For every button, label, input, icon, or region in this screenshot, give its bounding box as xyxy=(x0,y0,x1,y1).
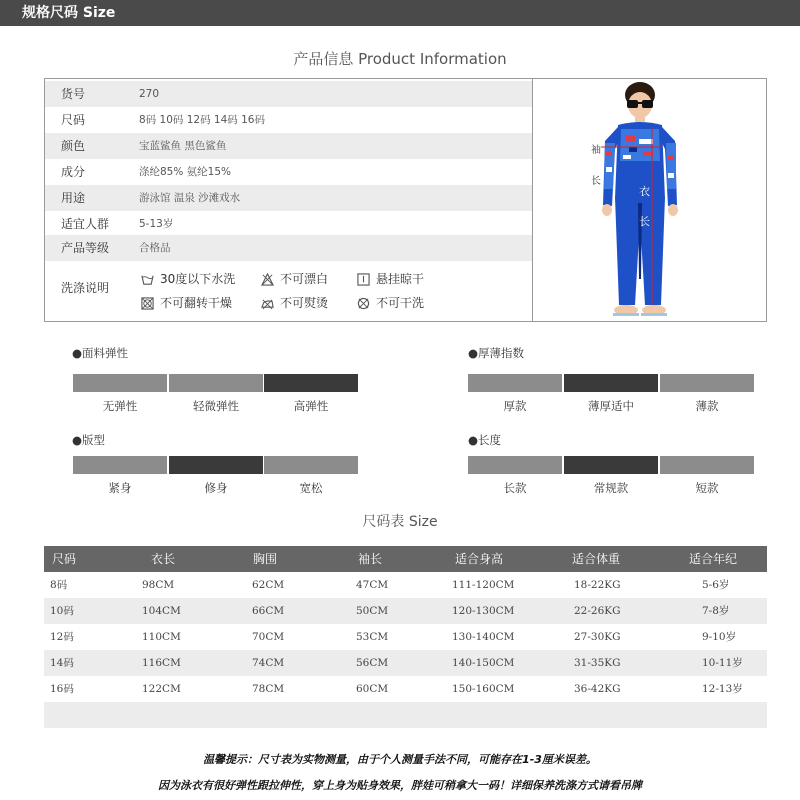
info-value: 涤纶85% 氨纶15% xyxy=(139,166,232,178)
no-tumble-dry-icon xyxy=(141,297,154,310)
table-cell: 8码 xyxy=(50,579,68,591)
size-chart-header xyxy=(44,546,767,572)
length-option: 短款 xyxy=(695,481,719,495)
elasticity-option: 轻微弹性 xyxy=(193,399,239,413)
table-cell: 60CM xyxy=(356,683,389,695)
table-cell: 36-42KG xyxy=(574,683,621,695)
length-gauge xyxy=(468,456,754,474)
thickness-option: 薄厚适中 xyxy=(588,399,634,413)
table-cell: 47CM xyxy=(356,579,389,591)
table-cell: 70CM xyxy=(252,631,285,643)
info-label: 适宜人群 xyxy=(61,217,110,231)
thickness-option: 薄款 xyxy=(695,399,719,413)
table-cell: 130-140CM xyxy=(452,631,515,643)
thickness-option: 厚款 xyxy=(503,399,527,413)
thickness-gauge xyxy=(468,374,754,392)
product-info-table xyxy=(45,79,533,321)
fit-option: 紧身 xyxy=(108,481,132,495)
header-cell: 适合体重 xyxy=(572,552,621,566)
product-photo xyxy=(533,79,766,321)
table-cell: 140-150CM xyxy=(452,657,515,669)
elasticity-title: ●面料弹性 xyxy=(72,346,129,360)
table-cell: 53CM xyxy=(356,631,389,643)
info-label: 颜色 xyxy=(61,139,86,153)
photo-label-length-2: 长 xyxy=(639,215,650,228)
info-label: 尺码 xyxy=(61,113,86,127)
header-cell: 尺码 xyxy=(52,552,77,566)
info-label: 产品等级 xyxy=(61,241,110,255)
header-cell: 袖长 xyxy=(358,552,383,566)
wash-text: 不可干洗 xyxy=(376,296,425,310)
wash-text: 30度以下水洗 xyxy=(160,272,236,286)
table-cell: 104CM xyxy=(142,605,181,617)
table-cell: 10码 xyxy=(50,605,74,617)
table-cell: 10-11岁 xyxy=(702,657,743,669)
wash-item xyxy=(261,293,328,313)
size-chart-title: 尺码表 Size xyxy=(362,514,438,530)
thickness-segment xyxy=(564,374,658,392)
table-cell: 12-13岁 xyxy=(702,683,743,695)
header-bar xyxy=(0,0,800,26)
info-label: 用途 xyxy=(61,191,86,205)
table-cell: 31-35KG xyxy=(574,657,621,669)
length-segment xyxy=(660,456,754,474)
no-iron-icon xyxy=(261,297,274,310)
length-segment xyxy=(468,456,562,474)
table-cell: 111-120CM xyxy=(452,579,515,591)
wash-text: 不可熨烫 xyxy=(280,296,329,310)
fit-segment xyxy=(264,456,358,474)
wash-item xyxy=(261,269,328,289)
info-label: 成分 xyxy=(61,165,86,179)
table-cell: 16码 xyxy=(50,683,74,695)
fit-segment xyxy=(73,456,167,474)
elasticity-segment xyxy=(264,374,358,392)
wash-item xyxy=(357,269,424,289)
wash-item xyxy=(357,293,424,313)
elasticity-option: 高弹性 xyxy=(293,399,329,413)
table-cell: 18-22KG xyxy=(574,579,621,591)
table-cell: 27-30KG xyxy=(574,631,621,643)
table-cell: 74CM xyxy=(252,657,285,669)
table-cell: 7-8岁 xyxy=(702,605,730,617)
wash-item xyxy=(141,293,232,313)
wash-text: 不可翻转干燥 xyxy=(160,296,233,310)
photo-label-sleeve-2: 长 xyxy=(591,176,601,187)
info-value: 270 xyxy=(139,88,160,100)
info-value: 5-13岁 xyxy=(139,218,174,230)
elasticity-segment xyxy=(169,374,263,392)
info-row xyxy=(45,185,532,211)
thickness-segment xyxy=(660,374,754,392)
table-row-empty xyxy=(44,702,767,728)
table-row xyxy=(44,572,767,598)
info-value: 8码 10码 12码 14码 16码 xyxy=(139,114,265,126)
table-cell: 116CM xyxy=(142,657,181,669)
length-title: ●长度 xyxy=(468,433,502,447)
wash-text: 不可漂白 xyxy=(280,272,329,286)
table-cell: 66CM xyxy=(252,605,285,617)
table-cell: 120-130CM xyxy=(452,605,515,617)
table-cell: 150-160CM xyxy=(452,683,515,695)
info-value: 合格品 xyxy=(139,242,171,254)
length-segment xyxy=(564,456,658,474)
table-cell: 14码 xyxy=(50,657,74,669)
info-row xyxy=(45,159,532,185)
wash-instructions xyxy=(45,261,532,321)
info-row xyxy=(45,81,532,107)
table-row xyxy=(44,650,767,676)
table-cell: 62CM xyxy=(252,579,285,591)
thickness-title: ●厚薄指数 xyxy=(468,346,525,360)
fit-title: ●版型 xyxy=(72,433,106,447)
table-cell: 9-10岁 xyxy=(702,631,737,643)
header-cell: 衣长 xyxy=(151,552,176,566)
table-cell: 12码 xyxy=(50,631,74,643)
product-info-title: 产品信息 Product Information xyxy=(293,50,507,68)
fit-gauge xyxy=(73,456,358,474)
info-row xyxy=(45,235,532,261)
header-cell: 适合身高 xyxy=(455,552,504,566)
info-label: 货号 xyxy=(61,87,86,101)
length-option: 常规款 xyxy=(593,481,629,495)
info-row xyxy=(45,211,532,237)
table-row xyxy=(44,676,767,702)
table-row xyxy=(44,598,767,624)
table-cell: 110CM xyxy=(142,631,181,643)
table-cell: 50CM xyxy=(356,605,389,617)
elasticity-option: 无弹性 xyxy=(102,399,138,413)
wash-item xyxy=(141,269,235,289)
table-row xyxy=(44,624,767,650)
table-cell: 5-6岁 xyxy=(702,579,730,591)
hand-wash-icon xyxy=(141,273,154,286)
header-title: 规格尺码 Size xyxy=(22,5,116,21)
table-cell: 98CM xyxy=(142,579,175,591)
fit-segment xyxy=(169,456,263,474)
note-line-1: 温馨提示：尺寸表为实物测量，由于个人测量手法不同，可能存在1-3厘米误差。 xyxy=(203,753,597,766)
table-cell: 56CM xyxy=(356,657,389,669)
product-info-box xyxy=(44,78,767,322)
fit-option: 修身 xyxy=(204,481,228,495)
header-cell: 适合年纪 xyxy=(689,552,738,566)
photo-label-sleeve-1: 袖 xyxy=(591,145,601,156)
elasticity-segment xyxy=(73,374,167,392)
no-dry-clean-icon xyxy=(357,297,370,310)
info-value: 游泳馆 温泉 沙滩戏水 xyxy=(139,192,241,204)
table-cell: 78CM xyxy=(252,683,285,695)
wash-text: 悬挂晾干 xyxy=(376,272,425,286)
length-option: 长款 xyxy=(503,481,527,495)
fit-option: 宽松 xyxy=(299,481,323,495)
no-bleach-icon xyxy=(261,273,274,286)
info-row xyxy=(45,107,532,133)
header-cell: 胸围 xyxy=(253,552,278,566)
thickness-segment xyxy=(468,374,562,392)
wash-label: 洗涤说明 xyxy=(61,281,110,295)
info-row xyxy=(45,133,532,159)
table-cell: 122CM xyxy=(142,683,181,695)
hang-dry-icon xyxy=(357,273,370,286)
note-line-2: 因为泳衣有很好弹性跟拉伸性，穿上身为贴身效果，胖娃可稍拿大一码！详细保养洗涤方式请看吊牌 xyxy=(158,779,642,792)
table-cell: 22-26KG xyxy=(574,605,621,617)
child-swimsuit-illustration xyxy=(533,79,766,321)
photo-label-length-1: 衣 xyxy=(639,185,650,198)
info-value: 宝蓝鲨鱼 黑色鲨鱼 xyxy=(139,140,227,152)
elasticity-gauge xyxy=(73,374,358,392)
